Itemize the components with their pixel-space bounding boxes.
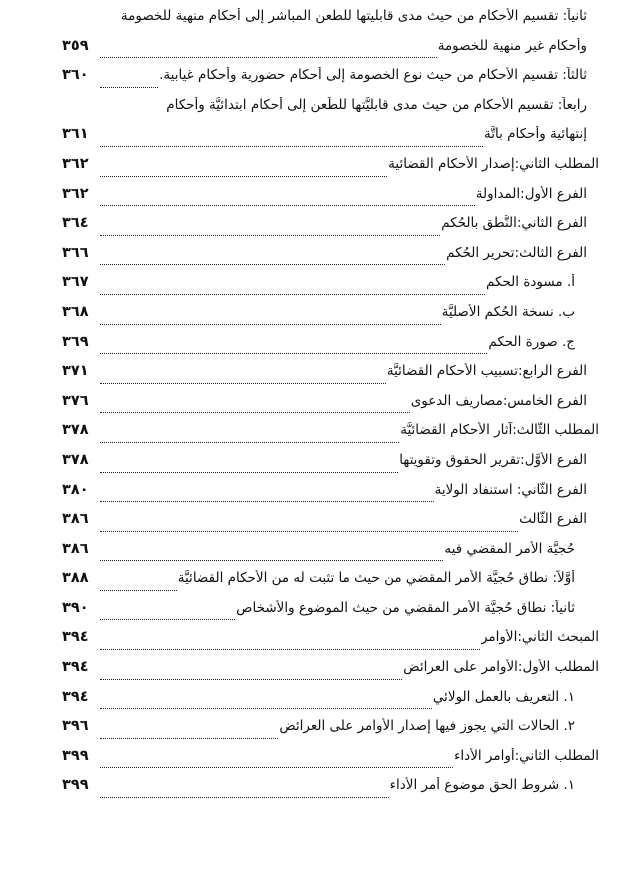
toc-entry-title: المطلب الثاني:أوامر الأداء (454, 747, 599, 764)
toc-entry-title: ثانياً: تقسيم الأحكام من حيث مدى قابليتها للطعن المباشر إلى أحكام منهية للخصومة (120, 8, 587, 24)
toc-entry[interactable] (62, 511, 599, 541)
toc-page-number: ٣٦٢ (62, 185, 89, 202)
dot-leader (100, 767, 453, 768)
toc-entry-title: ثانياً: نطاق حُجيَّة الأمر المقضي من حيث الموضوع والأشخاص (236, 599, 575, 616)
toc-entry[interactable] (62, 452, 599, 482)
toc-line (62, 274, 599, 304)
dot-leader (100, 87, 158, 88)
toc-page-number: ٣٧٨ (62, 422, 89, 439)
toc-entry-title: المطلب الأول:الأوامر على العرائض (403, 659, 599, 676)
dot-leader (100, 679, 402, 680)
dot-leader (100, 264, 445, 265)
toc-line (62, 67, 599, 97)
toc-page-number: ٣٨٠ (62, 481, 89, 498)
toc-entry[interactable] (62, 393, 599, 423)
toc-page-number: ٣٩٤ (62, 688, 89, 705)
toc-page-number: ٣٨٦ (62, 540, 89, 557)
toc-page-number: ٣٦٠ (62, 67, 89, 84)
toc-line (62, 245, 599, 275)
toc-page-number: ٣٩٩ (62, 747, 89, 764)
toc-entry-title: ١. التعريف بالعمل الولائي (432, 688, 575, 705)
dot-leader (100, 531, 518, 532)
toc-entry-title: حُجيَّة الأمر المقضي فيه (444, 540, 575, 557)
dot-leader (100, 57, 437, 58)
toc-entry-title: المبحث الثاني:الأوامر (480, 629, 599, 646)
dot-leader (100, 560, 443, 561)
toc-entry[interactable] (62, 97, 599, 156)
toc-line (62, 215, 599, 245)
toc-line (62, 38, 599, 68)
toc-entry-title: الفرع الثَّالث (519, 511, 587, 528)
table-of-contents (62, 8, 599, 807)
toc-entry-title: وأحكام غير منهية للخصومة (437, 37, 587, 54)
toc-page-number: ٣٦٤ (62, 215, 89, 232)
toc-page-number: ٣٦١ (62, 126, 89, 143)
toc-line (62, 304, 599, 334)
toc-entry[interactable] (62, 482, 599, 512)
toc-entry-title: المطلب الثاني:إصدار الأحكام القضائية (388, 155, 599, 172)
toc-page-number: ٣٨٨ (62, 570, 89, 587)
toc-entry[interactable] (62, 689, 599, 719)
toc-page-number: ٣٩٤ (62, 629, 89, 646)
toc-entry-title: الفرع الثَّاني: استنفاد الولاية (434, 481, 587, 498)
toc-entry[interactable] (62, 570, 599, 600)
toc-entry[interactable] (62, 8, 599, 67)
toc-line (62, 334, 599, 364)
dot-leader (100, 324, 441, 325)
toc-entry[interactable] (62, 186, 599, 216)
toc-line (62, 541, 599, 571)
toc-page-number: ٣٥٩ (62, 37, 89, 54)
dot-leader (100, 442, 399, 443)
toc-page-number: ٣٦٦ (62, 244, 89, 261)
toc-entry-title: ج. صورة الحكم (488, 333, 575, 350)
dot-leader (100, 412, 410, 413)
dot-leader (100, 501, 434, 502)
toc-entry[interactable] (62, 777, 599, 807)
dot-leader (100, 649, 480, 650)
toc-entry[interactable] (62, 600, 599, 630)
toc-line (62, 186, 599, 216)
toc-line (62, 452, 599, 482)
toc-line (62, 777, 599, 807)
dot-leader (100, 472, 398, 473)
toc-entry-title: إنتهائية وأحكام باتَّة (484, 126, 587, 143)
toc-entry-title: الفرع الخامس:مصاريف الدعوى (410, 392, 587, 409)
toc-entry-title: ٢. الحالات التي يجوز فيها إصدار الأوامر على العرائض (279, 718, 575, 735)
dot-leader (100, 176, 387, 177)
toc-entry-title: الفرع الرابع:تسبيب الأحكام القضائيَّة (386, 363, 587, 380)
toc-line (62, 393, 599, 423)
dot-leader (100, 146, 483, 147)
toc-page-number: ٣٨٦ (62, 511, 89, 528)
toc-entry[interactable] (62, 304, 599, 334)
toc-line (62, 97, 599, 127)
toc-entry[interactable] (62, 274, 599, 304)
toc-entry-title: ب. نسخة الحُكم الأصليَّة (441, 303, 575, 320)
dot-leader (100, 590, 177, 591)
dot-leader (100, 738, 278, 739)
toc-entry-title: الفرع الثاني:النُّطق بالحُكم (441, 215, 587, 232)
toc-entry[interactable] (62, 334, 599, 364)
dot-leader (100, 708, 432, 709)
toc-line (62, 600, 599, 630)
dot-leader (100, 619, 235, 620)
toc-entry[interactable] (62, 748, 599, 778)
toc-line (62, 8, 599, 38)
toc-page-number: ٣٦٧ (62, 274, 89, 291)
dot-leader (100, 353, 487, 354)
toc-line (62, 689, 599, 719)
toc-line (62, 659, 599, 689)
toc-entry-title: أ. مسودة الحكم (486, 274, 575, 291)
toc-page-number: ٣٩٠ (62, 599, 89, 616)
toc-entry-title: أوَّلاً: نطاق حُجيَّة الأمر المقضي من حيث ما تثبت له من الأحكام القضائيَّة (177, 570, 575, 587)
toc-page-number: ٣٦٨ (62, 303, 89, 320)
toc-entry-title: الفرع الثالث:تحرير الحُكم (446, 244, 587, 261)
toc-entry-title: الفرع الأول:المداولة (475, 185, 587, 202)
toc-entry[interactable] (62, 541, 599, 571)
toc-line (62, 511, 599, 541)
toc-page-number: ٣٧٨ (62, 451, 89, 468)
toc-page-number: ٣٩٤ (62, 659, 89, 676)
toc-entry[interactable] (62, 629, 599, 659)
toc-entry[interactable] (62, 245, 599, 275)
toc-entry-title: رابعاً: تقسيم الأحكام من حيث مدى قابليَّتها للطَّعن إلى أحكام ابتدائيَّة وأحكام (166, 96, 587, 113)
toc-entry[interactable] (62, 363, 599, 393)
dot-leader (100, 383, 386, 384)
toc-line (62, 422, 599, 452)
toc-entry-title: ثالثاً: تقسيم الأحكام من حيث نوع الخصومة إلى أحكام حضورية وأحكام غيابية. (159, 67, 587, 84)
toc-line (62, 363, 599, 393)
toc-page-number: ٣٦٢ (62, 155, 89, 172)
toc-entry-title: المطلب الثَّالث:آثار الأحكام القضائيَّة (400, 422, 599, 439)
toc-line (62, 570, 599, 600)
toc-line (62, 156, 599, 186)
toc-page-number: ٣٧٦ (62, 392, 89, 409)
toc-entry[interactable] (62, 156, 599, 186)
toc-line (62, 126, 599, 156)
toc-page-number: ٣٩٦ (62, 718, 89, 735)
toc-entry[interactable] (62, 422, 599, 452)
toc-page-number: ٣٦٩ (62, 333, 89, 350)
toc-entry[interactable] (62, 215, 599, 245)
toc-line (62, 748, 599, 778)
toc-entry[interactable] (62, 67, 599, 97)
toc-entry-title: الفرع الأوَّل:تقرير الحقوق وتقويتها (399, 451, 587, 468)
toc-line (62, 629, 599, 659)
dot-leader (100, 235, 440, 236)
dot-leader (100, 797, 389, 798)
dot-leader (100, 294, 485, 295)
toc-page-number: ٣٧١ (62, 363, 89, 380)
toc-entry[interactable] (62, 718, 599, 748)
toc-entry-title: ١. شروط الحق موضوع أمر الأداء (389, 777, 575, 794)
toc-entry[interactable] (62, 659, 599, 689)
toc-line (62, 482, 599, 512)
toc-line (62, 718, 599, 748)
toc-page-number: ٣٩٩ (62, 777, 89, 794)
dot-leader (100, 205, 475, 206)
